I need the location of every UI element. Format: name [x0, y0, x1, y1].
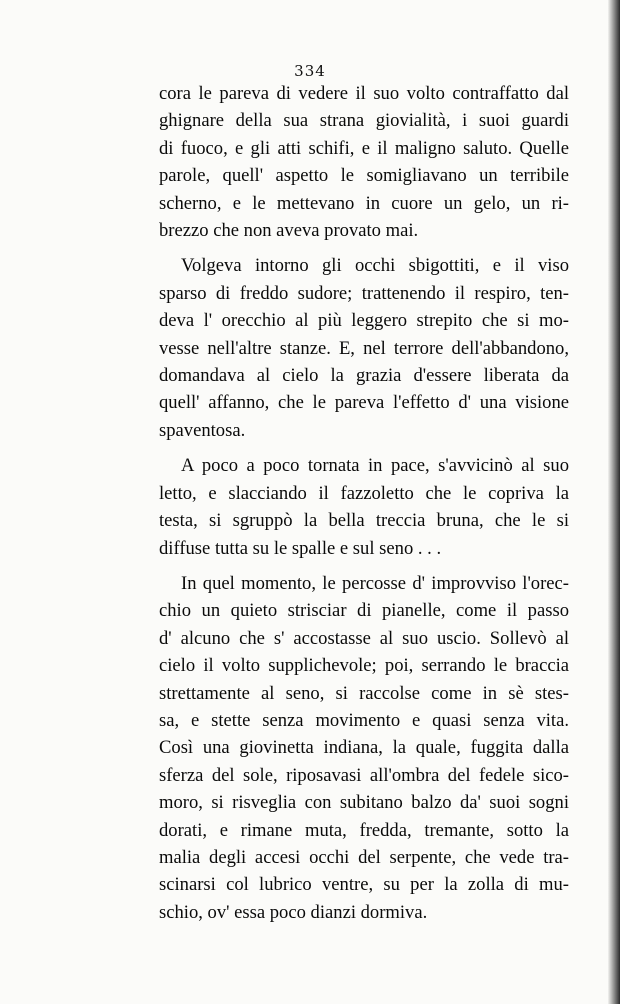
text-line: scinarsi col lubrico ventre, su per la zolla di mu- — [159, 874, 569, 896]
text-line: quell' affanno, che le pareva l'effetto d' una visione — [159, 392, 569, 414]
text-line: Così una giovinetta indiana, la quale, fuggita dalla — [159, 737, 569, 759]
paragraph-spacer — [159, 444, 569, 452]
text-line: sparso di freddo sudore; trattenendo il respiro, ten- — [159, 282, 569, 304]
text-line: Volgeva intorno gli occhi sbigottiti, e il viso — [181, 255, 569, 277]
text-line: d' alcuno che s' accostasse al suo uscio. Sollevò al — [159, 627, 569, 649]
body-text — [159, 80, 569, 926]
paragraph-spacer — [159, 562, 569, 570]
text-line: sferza del sole, riposavasi all'ombra del fedele sico- — [159, 764, 569, 786]
page-edge-shadow — [608, 0, 620, 1004]
text-line: strettamente al seno, si raccolse come in sè stes- — [159, 682, 569, 704]
text-line: A poco a poco tornata in pace, s'avvicinò al suo — [181, 455, 569, 477]
text-line: moro, si risveglia con subitano balzo da' suoi sogni — [159, 792, 569, 814]
text-line: deva l' orecchio al più leggero strepito che si mo- — [159, 310, 569, 332]
paragraph-spacer — [159, 244, 569, 252]
text-line: sa, e stette senza movimento e quasi senza vita. — [159, 709, 569, 731]
text-line: diffuse tutta su le spalle e sul seno . . . — [159, 537, 442, 559]
text-line: brezzo che non aveva provato mai. — [159, 220, 419, 242]
text-line: malia degli accesi occhi del serpente, che vede tra- — [159, 846, 569, 868]
text-line: di fuoco, e gli atti schifi, e il maligno saluto. Quelle — [159, 137, 569, 159]
text-line: chio un quieto strisciar di pianelle, come il passo — [159, 600, 569, 622]
text-line: parole, quell' aspetto le somigliavano un terribile — [159, 165, 569, 187]
text-line: schio, ov' essa poco dianzi dormiva. — [159, 901, 428, 923]
paragraph — [159, 80, 569, 244]
text-line: spaventosa. — [159, 419, 246, 441]
text-line: letto, e slacciando il fazzoletto che le copriva la — [159, 482, 569, 504]
text-line: scherno, e le mettevano in cuore un gelo, un ri- — [159, 192, 569, 214]
text-line: vesse nell'altre stanze. E, nel terrore dell'abbandono, — [159, 337, 569, 359]
paragraph — [159, 252, 569, 444]
text-line: dorati, e rimane muta, fredda, tremante, sotto la — [159, 819, 569, 841]
paragraph — [159, 570, 569, 926]
page-number: 334 — [294, 62, 326, 80]
text-line: domandava al cielo la grazia d'essere liberata da — [159, 365, 569, 387]
text-line: In quel momento, le percosse d' improvviso l'orec- — [181, 572, 569, 594]
paragraph — [159, 452, 569, 562]
text-line: ghignare della sua strana giovialità, i suoi guardi — [159, 110, 569, 132]
text-line: cielo il volto supplichevole; poi, serrando le braccia — [159, 655, 569, 677]
text-line: cora le pareva di vedere il suo volto contraffatto dal — [159, 83, 569, 104]
text-line: testa, si sgruppò la bella treccia bruna, che le si — [159, 510, 569, 532]
